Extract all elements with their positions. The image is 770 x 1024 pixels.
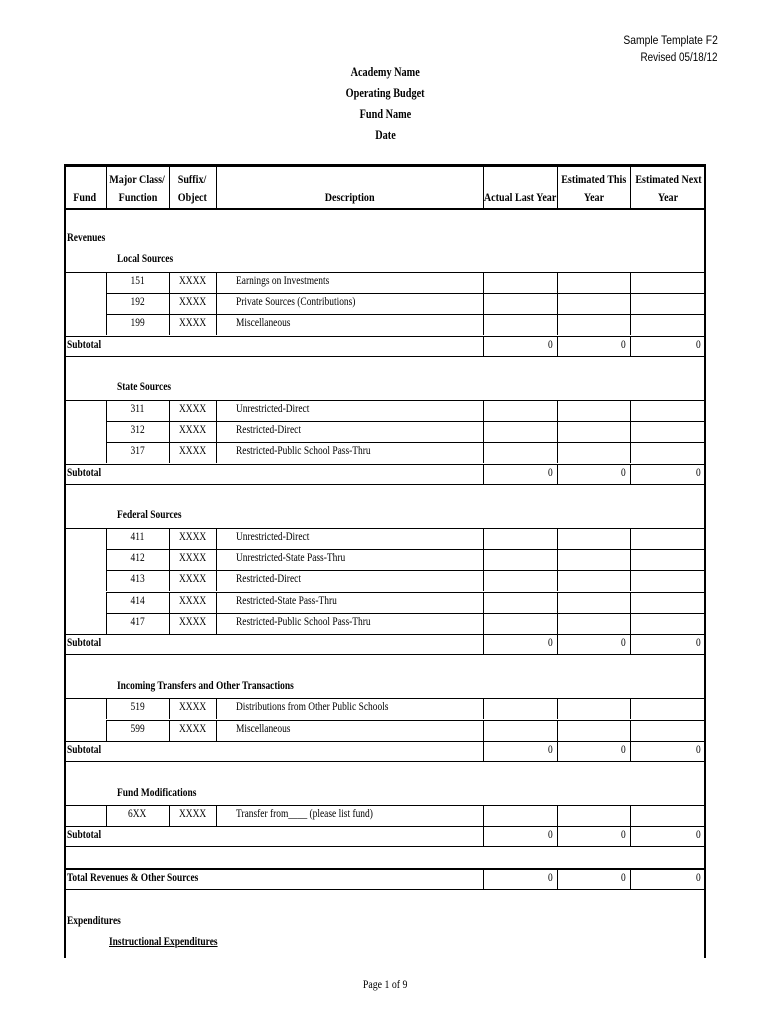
estimated-this-year-value: 0: [621, 637, 626, 650]
object-code: XXXX: [178, 807, 207, 820]
group-label: Fund Modifications: [117, 786, 197, 799]
cell-divider: [630, 592, 631, 613]
cell-divider: [483, 592, 484, 613]
object-code: XXXX: [178, 551, 207, 564]
budget-title: Operating Budget: [345, 86, 425, 100]
table-top-border: [64, 164, 706, 167]
table-row: [64, 549, 706, 570]
row-top-border: [106, 400, 706, 401]
row-top-border: [106, 570, 706, 571]
cell-divider: [630, 698, 631, 719]
row-top-border: [64, 464, 706, 465]
col-header-estimated-next-year: Estimated Next Year: [634, 172, 702, 204]
row-top-border: [64, 741, 706, 742]
cell-divider: [216, 720, 217, 741]
col-header-fund: Fund: [73, 190, 97, 204]
row-top-border: [64, 336, 706, 337]
table-row: [64, 698, 706, 719]
row-top-border: [106, 293, 706, 294]
cell-divider: [216, 400, 217, 421]
table-row: [64, 613, 706, 634]
actual-last-year-value: 0: [548, 871, 553, 884]
subtotal-label: Subtotal: [67, 338, 102, 351]
table-row: [64, 720, 706, 741]
line-description: Transfer from____ (please list fund): [236, 807, 373, 820]
subtotal-row: [64, 634, 706, 655]
group-row: [64, 378, 706, 399]
line-description: Miscellaneous: [236, 722, 291, 735]
line-description: Restricted-Direct: [236, 423, 301, 436]
object-code: XXXX: [178, 722, 207, 735]
cell-divider: [557, 720, 558, 741]
estimated-this-year-value: 0: [621, 466, 626, 479]
budget-table: [64, 164, 706, 958]
page-number: Page 1 of 9: [362, 977, 408, 991]
table-row: [64, 570, 706, 591]
line-description: Restricted-Public School Pass-Thru: [236, 615, 371, 628]
line-description: Restricted-Direct: [236, 573, 301, 586]
estimated-next-year-value: 0: [696, 829, 701, 842]
function-code: 411: [130, 530, 145, 543]
subtotal-row: [64, 741, 706, 762]
cell-divider: [557, 613, 558, 634]
section-label: Expenditures: [67, 914, 121, 927]
group-label: Incoming Transfers and Other Transactions: [117, 679, 294, 692]
subtotal-label: Subtotal: [67, 743, 102, 756]
estimated-this-year-value: 0: [621, 829, 626, 842]
group-row: [64, 250, 706, 271]
cell-divider: [216, 528, 217, 549]
section-row: [64, 229, 706, 250]
object-code: XXXX: [178, 295, 207, 308]
table-row: [64, 442, 706, 463]
col-header-suffix: Suffix/ Object: [177, 172, 208, 204]
group-row: [64, 506, 706, 527]
cell-divider: [483, 528, 484, 549]
cell-divider: [483, 421, 484, 442]
line-description: Distributions from Other Public Schools: [236, 701, 389, 714]
object-code: XXXX: [178, 445, 207, 458]
function-code: 317: [130, 445, 145, 458]
table-row: [64, 293, 706, 314]
object-code: XXXX: [178, 573, 207, 586]
subtotal-row: [64, 336, 706, 357]
function-code: 414: [130, 594, 145, 607]
subtotal-label: Subtotal: [67, 637, 102, 650]
cell-divider: [557, 314, 558, 335]
cell-divider: [216, 613, 217, 634]
cell-divider: [630, 442, 631, 463]
row-top-border: [106, 421, 706, 422]
cell-divider: [557, 421, 558, 442]
function-code: 192: [130, 295, 145, 308]
cell-divider: [557, 805, 558, 826]
function-code: 412: [130, 551, 145, 564]
cell-divider: [557, 272, 558, 293]
spacer-row: [64, 848, 706, 869]
row-top-border: [64, 634, 706, 635]
cell-divider: [216, 805, 217, 826]
cell-divider: [216, 570, 217, 591]
object-code: XXXX: [178, 317, 207, 330]
actual-last-year-value: 0: [548, 829, 553, 842]
blank-row: [64, 485, 706, 506]
function-code: 413: [130, 573, 145, 586]
cell-divider: [483, 805, 484, 826]
line-description: Unrestricted-Direct: [236, 402, 310, 415]
function-code: 519: [130, 701, 145, 714]
cell-divider: [630, 314, 631, 335]
cell-divider: [483, 549, 484, 570]
cell-divider: [216, 592, 217, 613]
row-top-border: [106, 592, 706, 593]
group-label: Instructional Expenditures: [109, 935, 218, 948]
header-bottom-border: [64, 208, 706, 210]
cell-divider: [630, 805, 631, 826]
function-code: 6XX: [128, 807, 147, 820]
row-top-border: [106, 549, 706, 550]
table-row: [64, 400, 706, 421]
table-row: [64, 592, 706, 613]
row-top-border: [106, 805, 706, 806]
cell-divider: [557, 528, 558, 549]
row-top-border: [106, 698, 706, 699]
cell-divider: [557, 293, 558, 314]
function-code: 311: [130, 402, 145, 415]
subtotal-row: [64, 826, 706, 847]
cell-divider: [630, 400, 631, 421]
cell-divider: [483, 314, 484, 335]
cell-divider: [216, 272, 217, 293]
group-label: Federal Sources: [117, 509, 182, 522]
row-top-border: [106, 442, 706, 443]
cell-divider: [630, 549, 631, 570]
cell-divider: [483, 400, 484, 421]
group-label: Local Sources: [117, 253, 174, 266]
cell-divider: [557, 400, 558, 421]
row-top-border: [106, 720, 706, 721]
object-code: XXXX: [178, 530, 207, 543]
cell-divider: [216, 293, 217, 314]
line-description: Restricted-Public School Pass-Thru: [236, 445, 371, 458]
estimated-next-year-value: 0: [696, 637, 701, 650]
cell-divider: [216, 698, 217, 719]
actual-last-year-value: 0: [548, 466, 553, 479]
estimated-this-year-value: 0: [621, 871, 626, 884]
object-code: XXXX: [178, 701, 207, 714]
function-code: 312: [130, 423, 145, 436]
total-label: Total Revenues & Other Sources: [67, 871, 199, 884]
section-row: [64, 912, 706, 933]
subtotal-label: Subtotal: [67, 466, 102, 479]
table-row: [64, 528, 706, 549]
group-label: State Sources: [117, 381, 172, 394]
cell-divider: [557, 549, 558, 570]
group-row: [64, 677, 706, 698]
line-description: Private Sources (Contributions): [236, 295, 356, 308]
object-code: XXXX: [178, 594, 207, 607]
estimated-next-year-value: 0: [696, 743, 701, 756]
template-label: Sample Template F2: [623, 33, 718, 47]
cell-divider: [483, 293, 484, 314]
actual-last-year-value: 0: [548, 338, 553, 351]
row-top-border: [64, 826, 706, 827]
cell-divider: [557, 698, 558, 719]
object-code: XXXX: [178, 274, 207, 287]
col-header-estimated-this-year: Estimated This Year: [560, 172, 627, 204]
line-description: Miscellaneous: [236, 317, 291, 330]
revised-date: Revised 05/18/12: [641, 52, 718, 61]
cell-divider: [216, 421, 217, 442]
cell-divider: [216, 314, 217, 335]
cell-divider: [216, 549, 217, 570]
cell-divider: [483, 613, 484, 634]
col-header-major-class: Major Class/ Function: [109, 172, 166, 204]
row-top-border: [64, 805, 106, 806]
cell-divider: [483, 570, 484, 591]
section-label: Revenues: [67, 232, 106, 244]
object-code: XXXX: [178, 402, 207, 415]
budget-date: Date: [374, 128, 396, 142]
cell-divider: [630, 528, 631, 549]
row-top-border: [106, 613, 706, 614]
row-top-border: [106, 272, 706, 273]
cell-divider: [630, 570, 631, 591]
row-top-border: [64, 528, 106, 529]
row-top-border: [106, 314, 706, 315]
cell-divider: [630, 272, 631, 293]
group-row: [64, 784, 706, 805]
object-code: XXXX: [178, 615, 207, 628]
subtotal-row: [64, 464, 706, 485]
estimated-this-year-value: 0: [621, 338, 626, 351]
group_u-row: [64, 933, 706, 954]
cell-divider: [483, 720, 484, 741]
cell-divider: [557, 442, 558, 463]
line-description: Restricted-State Pass-Thru: [236, 594, 337, 607]
total-row: [64, 869, 706, 890]
object-code: XXXX: [178, 423, 207, 436]
row-top-border: [64, 400, 106, 401]
row-top-border: [106, 528, 706, 529]
cell-divider: [630, 720, 631, 741]
cell-divider: [557, 592, 558, 613]
blank-row: [64, 762, 706, 783]
subtotal-label: Subtotal: [67, 829, 102, 842]
cell-divider: [483, 272, 484, 293]
col-header-description: Description: [324, 190, 375, 204]
row-top-border: [64, 869, 706, 870]
fund-name: Fund Name: [359, 107, 411, 121]
cell-divider: [557, 570, 558, 591]
actual-last-year-value: 0: [548, 743, 553, 756]
function-code: 151: [130, 274, 145, 287]
table-row: [64, 314, 706, 335]
table-row: [64, 421, 706, 442]
table-row: [64, 805, 706, 826]
cell-divider: [216, 442, 217, 463]
function-code: 417: [130, 615, 145, 628]
line-description: Earnings on Investments: [236, 274, 330, 287]
table-row: [64, 272, 706, 293]
row-top-border: [64, 272, 106, 273]
cell-divider: [630, 293, 631, 314]
blank-row: [64, 890, 706, 911]
academy-name: Academy Name: [350, 65, 420, 79]
function-code: 199: [130, 317, 145, 330]
line-description: Unrestricted-State Pass-Thru: [236, 551, 346, 564]
function-code: 599: [130, 722, 145, 735]
col-header-actual-last-year: Actual Last Year: [483, 190, 557, 204]
cell-divider: [630, 421, 631, 442]
blank-row: [64, 357, 706, 378]
estimated-next-year-value: 0: [696, 871, 701, 884]
cell-divider: [483, 698, 484, 719]
actual-last-year-value: 0: [548, 637, 553, 650]
cell-divider: [483, 442, 484, 463]
estimated-next-year-value: 0: [696, 338, 701, 351]
estimated-next-year-value: 0: [696, 466, 701, 479]
blank-row: [64, 656, 706, 677]
line-description: Unrestricted-Direct: [236, 530, 310, 543]
row-top-border: [64, 698, 106, 699]
estimated-this-year-value: 0: [621, 743, 626, 756]
cell-divider: [630, 613, 631, 634]
